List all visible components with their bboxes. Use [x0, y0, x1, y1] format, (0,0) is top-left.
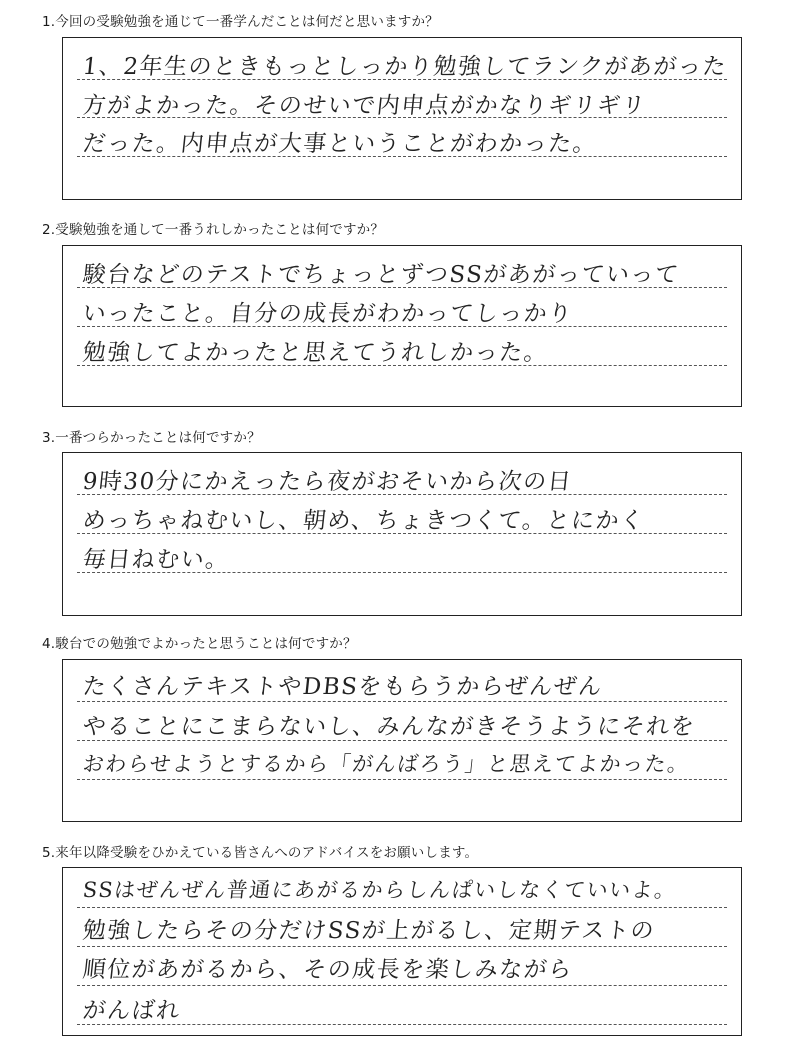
answer-box-3: [62, 452, 742, 616]
answer-5-line-1: SSはぜんぜん普通にあがるからしんぱいしなくていいよ。: [81, 878, 679, 902]
ruled-line: [77, 985, 727, 986]
answer-5-line-4: がんばれ: [81, 998, 183, 1024]
answer-5-line-2: 勉強したらその分だけSSが上がるし、定期テストの: [81, 918, 657, 944]
ruled-line: [77, 533, 727, 534]
question-3: 3.一番つらかったことは何ですか？: [42, 430, 261, 446]
ruled-line: [77, 701, 727, 702]
ruled-line: [77, 946, 727, 947]
answer-3-line-3: 毎日ねむい。: [81, 547, 232, 573]
answer-1-line-2: 方がよかった。そのせいで内申点がかなりギリギリ: [81, 93, 648, 119]
ruled-line: [77, 1024, 727, 1025]
ruled-line: [77, 494, 727, 495]
answer-2-line-3: 勉強してよかったと思えてうれしかった。: [81, 340, 550, 366]
ruled-line: [77, 572, 727, 573]
ruled-line: [77, 907, 727, 908]
question-5: 5.来年以降受験をひかえている皆さんへのアドバイスをお願いします。: [42, 845, 479, 861]
answer-4-line-3: おわらせようとするから「がんばろう」と思えてよかった。: [81, 752, 692, 776]
answer-3-line-2: めっちゃねむいし、朝め、ちょきつくて。とにかく: [81, 508, 646, 534]
ruled-line: [77, 740, 727, 741]
question-4: 4.駿台での勉強でよかったと思うことは何ですか？: [42, 636, 357, 652]
answer-1-line-1: 1、2年生のときもっとしっかり勉強してランクがあがった: [81, 54, 729, 80]
ruled-line: [77, 79, 727, 80]
answer-box-2: [62, 245, 742, 407]
answer-box-1: [62, 37, 742, 200]
answer-box-5: [62, 867, 742, 1036]
answer-2-line-1: 駿台などのテストでちょっとずつSSがあがっていって: [81, 262, 681, 288]
answer-1-line-3: だった。内申点が大事ということがわかった。: [81, 131, 599, 157]
answer-5-line-3: 順位があがるから、その成長を楽しみながら: [81, 957, 575, 983]
answer-3-line-1: 9時30分にかえったら夜がおそいから次の日: [81, 469, 574, 495]
question-2: 2.受験勉強を通して一番うれしかったことは何ですか？: [42, 222, 385, 238]
answer-4-line-1: たくさんテキストやDBSをもらうからぜんぜん: [81, 674, 605, 700]
ruled-line: [77, 156, 727, 157]
ruled-line: [77, 365, 727, 366]
ruled-line: [77, 326, 727, 327]
answer-2-line-2: いったこと。自分の成長がわかってしっかり: [81, 301, 575, 327]
ruled-line: [77, 779, 727, 780]
answer-box-4: [62, 659, 742, 822]
ruled-line: [77, 117, 727, 118]
ruled-line: [77, 287, 727, 288]
answer-4-line-2: やることにこまらないし、みんながきそうようにそれを: [81, 714, 697, 740]
question-1: 1.今回の受験勉強を通じて一番学んだことは何だと思いますか？: [42, 14, 439, 30]
